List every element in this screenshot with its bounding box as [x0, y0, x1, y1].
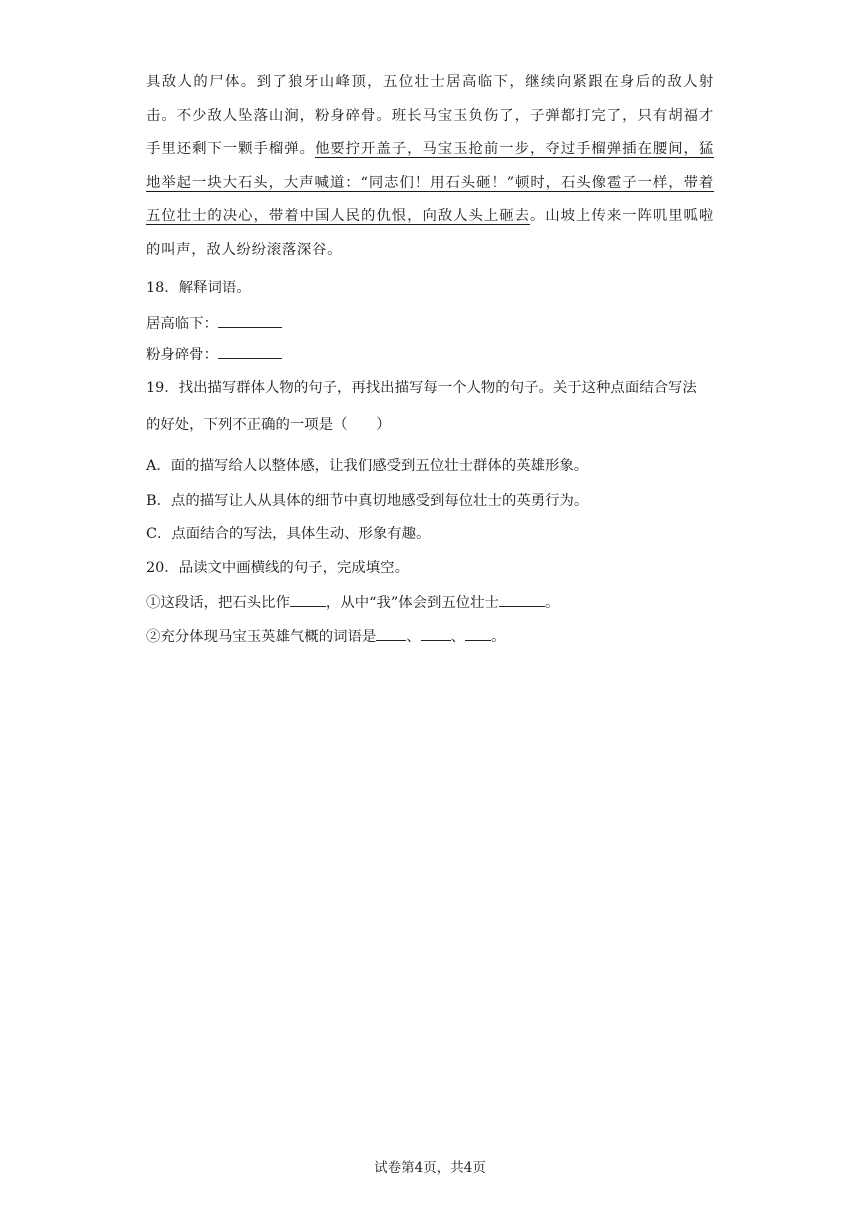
question-18-item-1: [146, 313, 282, 334]
question-20-sub-2: [146, 626, 505, 647]
question-20-sub-1: [146, 592, 559, 613]
sub-1-text-b: ，从中“我”体会到五位壮士: [325, 595, 499, 611]
question-18-title: 18．解释词语。: [146, 280, 251, 296]
question-19-option-c[interactable]: C．点面结合的写法，具体生动、形象有趣。: [146, 526, 431, 542]
question-19-stem-line-2: 的好处，下列不正确的一项是（ ）: [146, 417, 391, 433]
answer-blank[interactable]: [218, 344, 282, 359]
question-19-stem-line-1: 19．找出描写群体人物的句子，再找出描写每一个人物的句子。关于这种点面结合写法: [146, 380, 697, 396]
term-label: 粉身碎骨：: [146, 347, 218, 363]
page-footer: 试卷第4页，共4页: [374, 1160, 486, 1176]
answer-blank[interactable]: [465, 626, 491, 641]
reading-passage: [146, 66, 714, 268]
sub-2-text-end: 。: [491, 629, 506, 645]
sub-1-text-a: ①这段话，把石头比作: [146, 595, 290, 611]
answer-blank[interactable]: [499, 592, 545, 607]
underlined-sentence: 他要拧开盖子，马宝玉抢前一步，夺过手榴弹插在腰间，猛地举起一块大石头，大声喊道：“同志们！用石头砸！”顿时，石头像雹子一样，带着五位壮士的决心，带着中国人民的仇恨，向敌人头上砸去: [146, 141, 715, 225]
question-20-title: 20．品读文中画横线的句子，完成填空。: [146, 560, 409, 576]
question-18-item-2: [146, 344, 282, 365]
passage-text-before: 具敌人的尸体。到了狼牙山峰顶，五位壮士居高临下，继续向紧跟在身后的敌人射击。不少敌人坠落山涧，粉身碎骨。班长马宝玉负伤了，子弹都打完了，只有胡福才手里还剩下一颗手榴弹。: [146, 74, 714, 158]
answer-blank[interactable]: [218, 313, 282, 328]
sub-2-text-a: ②充分体现马宝玉英雄气概的词语是: [146, 629, 377, 645]
passage-text-after: 。山坡上传来一阵叽里呱啦的叫声，敌人纷纷滚落深谷。: [146, 208, 714, 258]
question-19-option-b[interactable]: B．点的描写让人从具体的细节中真切地感受到每位壮士的英勇行为。: [146, 493, 589, 509]
separator: 、: [406, 629, 421, 645]
answer-blank[interactable]: [376, 626, 406, 641]
sub-1-text-c: 。: [544, 595, 560, 611]
question-19-option-a[interactable]: A．面的描写给人以整体感，让我们感受到五位壮士群体的英雄形象。: [146, 458, 589, 474]
answer-blank[interactable]: [421, 626, 451, 641]
separator: 、: [450, 629, 466, 645]
answer-blank[interactable]: [290, 592, 326, 607]
term-label: 居高临下：: [146, 316, 218, 332]
